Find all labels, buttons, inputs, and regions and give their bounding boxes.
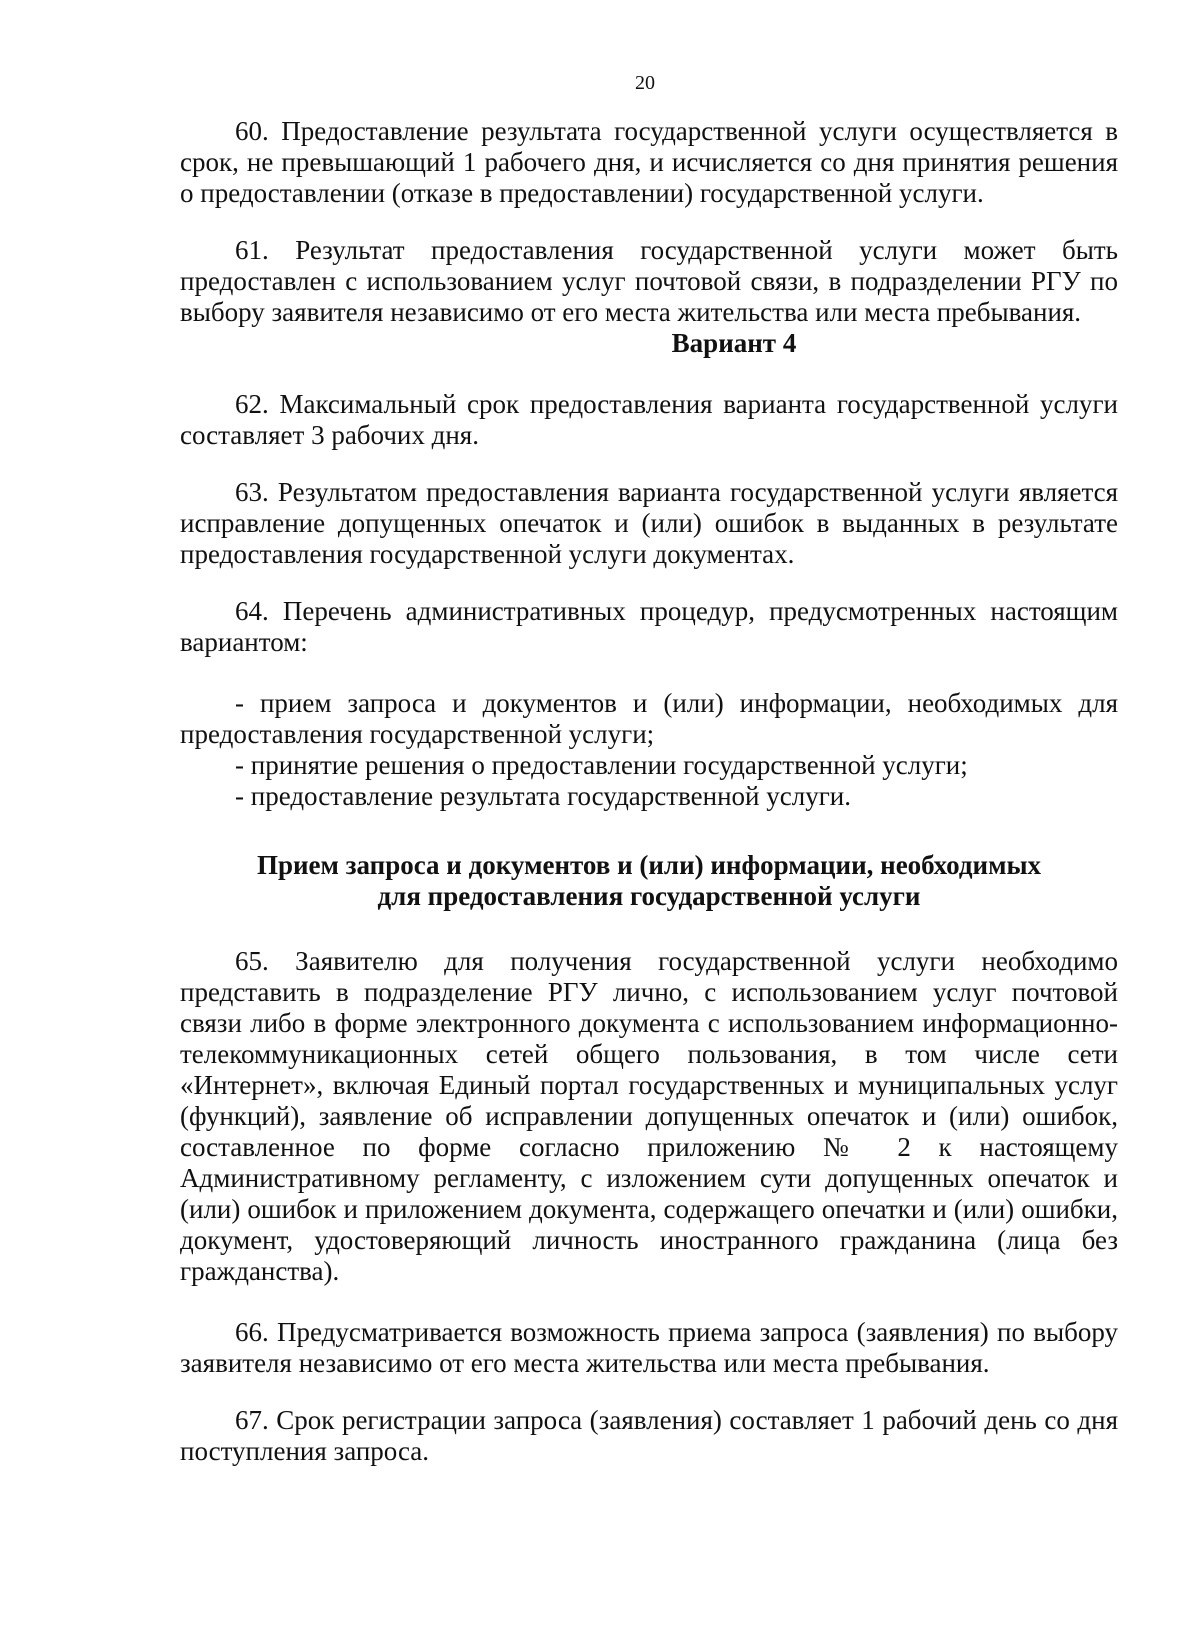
paragraph-64: 64. Перечень административных процедур, предусмотренных настоящим вариантом:	[180, 596, 1118, 657]
paragraph-66: 66. Предусматривается возможность приема запроса (заявления) по выбору заявителя независимо от его места жительства или места пребывания.	[180, 1317, 1118, 1378]
list-item: - прием запроса и документов и (или) информации, необходимых для предоставления государственной услуги;	[180, 688, 1118, 749]
list-item: - предоставление результата государственной услуги.	[235, 781, 851, 811]
section-heading-line-2: для предоставления государственной услуги	[377, 881, 921, 911]
variant-heading: Вариант 4	[671, 328, 797, 358]
paragraph-62: 62. Максимальный срок предоставления варианта государственной услуги составляет 3 рабочих дня.	[180, 389, 1118, 450]
paragraph-65: 65. Заявителю для получения государственной услуги необходимо представить в подразделение РГУ лично, с использованием услуг почтовой связи либо в форме электронного документа с использованием информационно-телекоммуникационных сетей общего пользования, в том числе сети «Интернет», включая Единый портал государственных и муниципальных услуг (функций), заявление об исправлении допущенных опечаток и (или) ошибок, составленное по форме согласно приложению № 2 к настоящему Административному регламенту, с изложением сути допущенных опечаток и (или) ошибок и приложением документа, содержащего опечатки и (или) ошибки, документ, удостоверяющий личность иностранного гражданина (лица без гражданства).	[180, 946, 1118, 1286]
section-heading	[180, 850, 1118, 912]
paragraph-63: 63. Результатом предоставления варианта государственной услуги является исправление допущенных опечаток и (или) ошибок в выданных в результате предоставления государственной услуги документах.	[180, 477, 1118, 569]
paragraph-67: 67. Срок регистрации запроса (заявления) составляет 1 рабочий день со дня поступления запроса.	[180, 1405, 1118, 1466]
document-body	[180, 116, 1118, 1467]
page-number: 20	[635, 72, 655, 94]
paragraph-60: 60. Предоставление результата государственной услуги осуществляется в срок, не превышающий 1 рабочего дня, и исчисляется со дня принятия решения о предоставлении (отказе в предоставлении) государственной услуги.	[180, 116, 1118, 208]
section-heading-line-1: Прием запроса и документов и (или) информации, необходимых	[256, 850, 1042, 880]
list-item: - принятие решения о предоставлении государственной услуги;	[235, 750, 968, 780]
paragraph-61: 61. Результат предоставления государственной услуги может быть предоставлен с использованием услуг почтовой связи, в подразделении РГУ по выбору заявителя независимо от его места жительства или места пребывания.	[180, 235, 1118, 327]
